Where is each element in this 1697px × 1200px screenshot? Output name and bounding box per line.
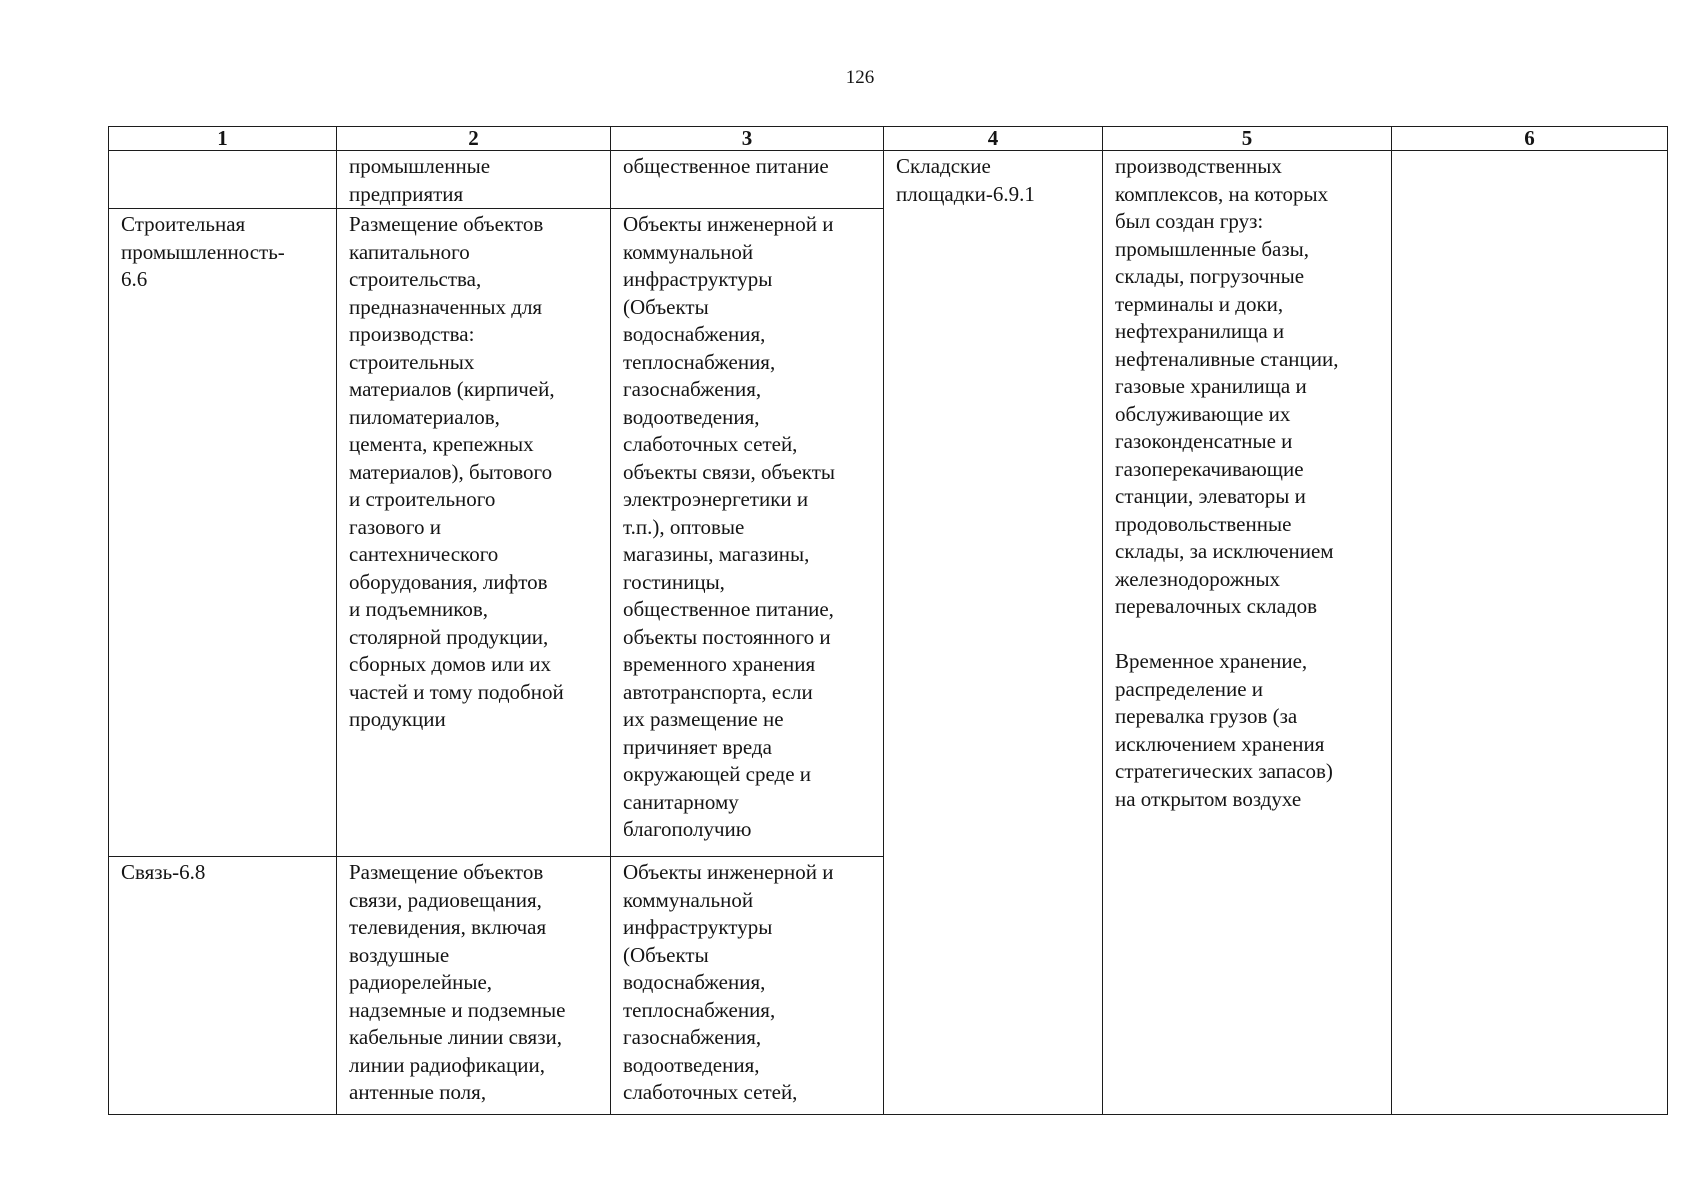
header-row: [109, 127, 1668, 151]
page-number: 126: [845, 67, 875, 88]
column-1-cell: Связь-6.8: [109, 857, 337, 1115]
column-5-paragraph-1: производственных комплексов, на которых был создан груз: промышленные базы, склады, погрузочные терминалы и доки, нефтехранилища и нефтеналивные станции, газовые хранилища и обслуживающие их газоконденсатные и газоперекачивающие станции, элеваторы и продовольственные склады, за исключением железнодорожных перевалочных складов: [1115, 154, 1339, 618]
column-2-cell: Размещение объектов связи, радиовещания, телевидения, включая воздушные радиорелейные, надземные и подземные кабельные линии связи, линии радиофикации, антенные поля,: [337, 857, 611, 1115]
column-4-merged-cell: Складские площадки-6.9.1: [884, 151, 1103, 1115]
column-header-4: 4: [884, 127, 1103, 151]
column-1-cell: Строительная промышленность- 6.6: [109, 209, 337, 857]
column-header-1: 1: [109, 127, 337, 151]
column-header-5: 5: [1103, 127, 1392, 151]
column-5-merged-cell: [1103, 151, 1392, 1115]
column-5-paragraph-2: Временное хранение, распределение и перевалка грузов (за исключением хранения стратегических запасов) на открытом воздухе: [1115, 649, 1333, 811]
table-row-continuation: [109, 151, 1668, 209]
column-1-cell: [109, 151, 337, 209]
column-3-cell: Объекты инженерной и коммунальной инфраструктуры (Объекты водоснабжения, теплоснабжения, газоснабжения, водоотведения, слаботочных сетей, объекты связи, объекты электроэнергетики и т.п.), оптовые магазины, магазины, гостиницы, общественное питание, объекты постоянного и временного хранения автотранспорта, если их размещение не причиняет вреда окружающей среде и санитарному благополучию: [611, 209, 884, 857]
column-header-3: 3: [611, 127, 884, 151]
document-table: [108, 126, 1668, 1115]
column-3-cell: общественное питание: [611, 151, 884, 209]
column-3-cell: Объекты инженерной и коммунальной инфраструктуры (Объекты водоснабжения, теплоснабжения, газоснабжения, водоотведения, слаботочных сетей,: [611, 857, 884, 1115]
column-2-cell: промышленные предприятия: [337, 151, 611, 209]
column-header-6: 6: [1392, 127, 1668, 151]
column-header-2: 2: [337, 127, 611, 151]
column-2-cell: Размещение объектов капитального строительства, предназначенных для производства: строительных материалов (кирпичей, пиломатериалов, цемента, крепежных материалов), бытового и строительного газового и сантехнического оборудования, лифтов и подъемников, столярной продукции, сборных домов или их частей и тому подобной продукции: [337, 209, 611, 857]
column-6-merged-cell: [1392, 151, 1668, 1115]
